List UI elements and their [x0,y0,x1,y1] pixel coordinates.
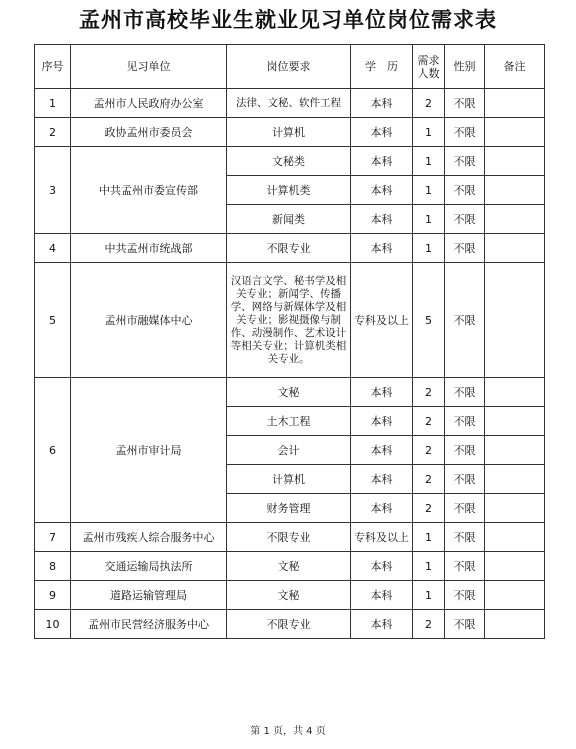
header-count: 需求人数 [413,45,445,89]
gender-cell: 不限 [445,523,485,552]
count-cell: 2 [413,407,445,436]
requirement-cell: 文秘类 [227,147,351,176]
remark-cell [485,89,545,118]
requirement-cell: 文秘 [227,378,351,407]
education-cell: 本科 [351,234,413,263]
education-cell: 本科 [351,552,413,581]
education-cell: 本科 [351,494,413,523]
seq-cell: 10 [35,610,71,639]
count-cell: 1 [413,523,445,552]
requirement-cell: 不限专业 [227,523,351,552]
education-cell: 本科 [351,581,413,610]
remark-cell [485,494,545,523]
table-row [35,234,545,263]
requirement-cell: 计算机类 [227,176,351,205]
unit-cell: 中共孟州市统战部 [71,234,227,263]
education-cell: 专科及以上 [351,523,413,552]
requirement-cell: 财务管理 [227,494,351,523]
education-cell: 本科 [351,118,413,147]
count-cell: 1 [413,118,445,147]
count-cell: 1 [413,581,445,610]
remark-cell [485,407,545,436]
count-cell: 1 [413,552,445,581]
requirements-table [34,44,545,639]
gender-cell: 不限 [445,436,485,465]
seq-cell: 1 [35,89,71,118]
gender-cell: 不限 [445,147,485,176]
remark-cell [485,581,545,610]
header-education: 学 历 [351,45,413,89]
count-cell: 2 [413,89,445,118]
remark-cell [485,118,545,147]
unit-cell: 中共孟州市委宣传部 [71,147,227,234]
count-cell: 2 [413,436,445,465]
remark-cell [485,552,545,581]
seq-cell: 2 [35,118,71,147]
count-cell: 2 [413,494,445,523]
table-header-row [35,45,545,89]
unit-cell: 交通运输局执法所 [71,552,227,581]
page-title: 孟州市高校毕业生就业见习单位岗位需求表 [79,8,497,32]
gender-cell: 不限 [445,118,485,147]
header-seq: 序号 [35,45,71,89]
table-row [35,581,545,610]
table-row [35,147,545,176]
gender-cell: 不限 [445,378,485,407]
remark-cell [485,263,545,378]
requirement-cell: 文秘 [227,581,351,610]
header-unit: 见习单位 [71,45,227,89]
requirement-cell: 计算机 [227,465,351,494]
remark-cell [485,378,545,407]
table-row [35,610,545,639]
remark-cell [485,176,545,205]
gender-cell: 不限 [445,176,485,205]
count-cell: 1 [413,147,445,176]
seq-cell: 8 [35,552,71,581]
header-gender: 性别 [445,45,485,89]
education-cell: 专科及以上 [351,263,413,378]
unit-cell: 孟州市融媒体中心 [71,263,227,378]
page-number-footer: 第 1 页，共 4 页 [250,726,326,737]
seq-cell: 4 [35,234,71,263]
unit-cell: 政协孟州市委员会 [71,118,227,147]
gender-cell: 不限 [445,234,485,263]
education-cell: 本科 [351,176,413,205]
table-row [35,552,545,581]
remark-cell [485,205,545,234]
remark-cell [485,465,545,494]
education-cell: 本科 [351,610,413,639]
education-cell: 本科 [351,89,413,118]
table-row [35,118,545,147]
requirement-cell: 土木工程 [227,407,351,436]
education-cell: 本科 [351,205,413,234]
requirement-cell: 汉语言文学、秘书学及相关专业；新闻学、传播学、网络与新媒体学及相关专业；影视摄像与制作、动漫制作、艺术设计等相关专业；计算机类相关专业。 [227,263,351,378]
header-remark: 备注 [485,45,545,89]
remark-cell [485,147,545,176]
remark-cell [485,610,545,639]
gender-cell: 不限 [445,552,485,581]
count-cell: 2 [413,378,445,407]
unit-cell: 孟州市民营经济服务中心 [71,610,227,639]
gender-cell: 不限 [445,263,485,378]
remark-cell [485,523,545,552]
count-cell: 1 [413,234,445,263]
requirement-cell: 新闻类 [227,205,351,234]
requirement-cell: 计算机 [227,118,351,147]
count-cell: 1 [413,205,445,234]
requirement-cell: 不限专业 [227,610,351,639]
gender-cell: 不限 [445,407,485,436]
education-cell: 本科 [351,436,413,465]
seq-cell: 9 [35,581,71,610]
seq-cell: 5 [35,263,71,378]
gender-cell: 不限 [445,610,485,639]
remark-cell [485,234,545,263]
gender-cell: 不限 [445,89,485,118]
table-row [35,89,545,118]
table-row [35,263,545,378]
unit-cell: 孟州市审计局 [71,378,227,523]
requirement-cell: 文秘 [227,552,351,581]
unit-cell: 道路运输管理局 [71,581,227,610]
gender-cell: 不限 [445,465,485,494]
education-cell: 本科 [351,147,413,176]
unit-cell: 孟州市人民政府办公室 [71,89,227,118]
unit-cell: 孟州市残疾人综合服务中心 [71,523,227,552]
count-cell: 1 [413,176,445,205]
count-cell: 2 [413,610,445,639]
header-requirement: 岗位要求 [227,45,351,89]
table-row [35,523,545,552]
count-cell: 2 [413,465,445,494]
count-cell: 5 [413,263,445,378]
gender-cell: 不限 [445,494,485,523]
table-row [35,378,545,407]
education-cell: 本科 [351,407,413,436]
requirement-cell: 法律、文秘、软件工程 [227,89,351,118]
gender-cell: 不限 [445,581,485,610]
requirement-cell: 不限专业 [227,234,351,263]
remark-cell [485,436,545,465]
gender-cell: 不限 [445,205,485,234]
seq-cell: 7 [35,523,71,552]
seq-cell: 6 [35,378,71,523]
requirement-cell: 会计 [227,436,351,465]
seq-cell: 3 [35,147,71,234]
education-cell: 本科 [351,465,413,494]
education-cell: 本科 [351,378,413,407]
